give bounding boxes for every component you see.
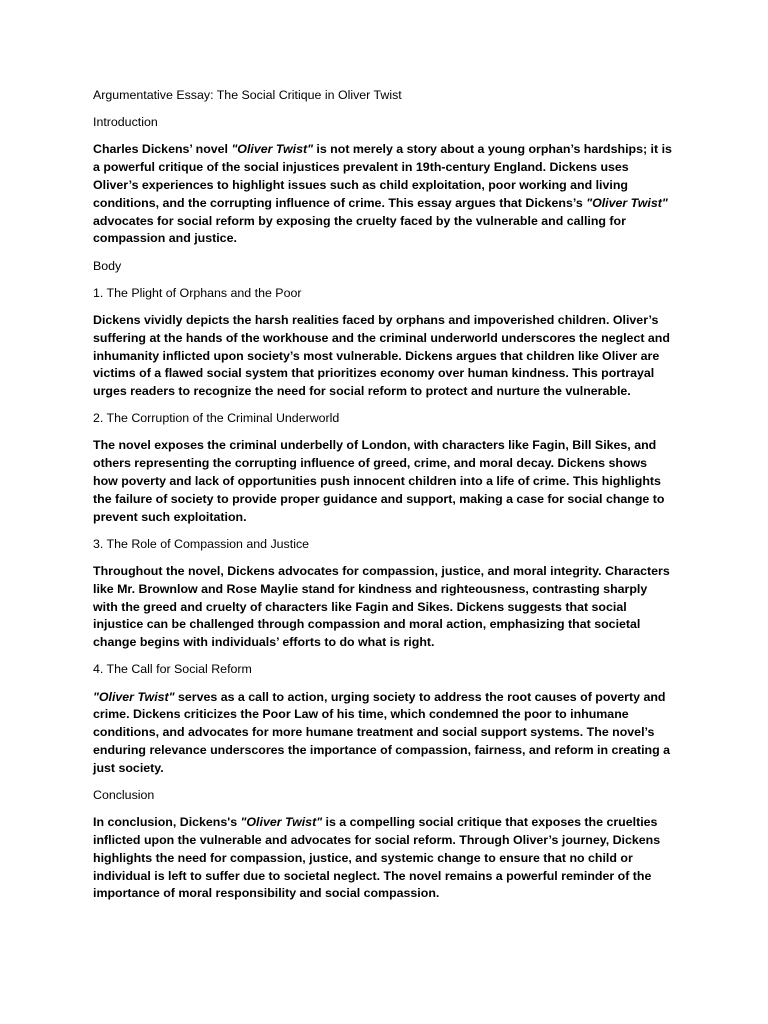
- paragraph-text-run: In conclusion, Dickens's: [93, 815, 241, 830]
- conclusion-heading: Conclusion: [93, 787, 155, 802]
- section-3-paragraph: [93, 563, 675, 652]
- paragraph-text-run: is a compelling social critique that exposes the cruelties inflicted upon the vulnerable and advocates for social reform. Through Oliver’s journey, Dickens highlights the need for compassion, justice, and systemic change to ensure that no child or individual is left to suffer due to societal neglect. The novel remains a powerful reminder of the importance of moral responsibility and social compassion.: [93, 815, 661, 901]
- section-1-paragraph: [93, 312, 675, 401]
- paragraph-text-run: The novel exposes the criminal underbelly of London, with characters like Fagin, Bill Sikes, and others representing the corrupting influence of greed, crime, and moral decay. Dickens shows how poverty and lack of opportunities push innocent children into a life of crime. This highlights the failure of society to provide proper guidance and support, making a case for social change to prevent such exploitation.: [93, 438, 665, 524]
- section-1-heading: 1. The Plight of Orphans and the Poor: [93, 285, 302, 300]
- essay-content: [93, 87, 675, 913]
- document-title: Argumentative Essay: The Social Critique in Oliver Twist: [93, 88, 402, 102]
- introduction-paragraph: [93, 141, 675, 248]
- italic-title-run: "Oliver Twist": [240, 815, 323, 830]
- section-3-heading: 3. The Role of Compassion and Justice: [93, 536, 310, 551]
- section-4-paragraph: [93, 689, 675, 778]
- body-heading: Body: [93, 258, 122, 273]
- conclusion-paragraph: [93, 814, 675, 903]
- paragraph-text-run: advocates for social reform by exposing the cruelty faced by the vulnerable and calling for compassion and justice.: [93, 213, 626, 246]
- paragraph-text-run: Dickens vividly depicts the harsh realities faced by orphans and impoverished children. Oliver’s suffering at the hands of the workhouse and the criminal underworld underscores the neglect and inhumanity inflicted upon society’s most vulnerable. Dickens argues that children like Oliver are victims of a flawed social system that prioritizes economy over human kindness. This portrayal urges readers to recognize the need for social reform to protect and nurture the vulnerable.: [93, 312, 670, 399]
- paragraph-text-run: Charles Dickens’ novel: [93, 142, 232, 157]
- italic-title-run: "Oliver Twist": [586, 195, 668, 210]
- paragraph-text-run: Throughout the novel, Dickens advocates for compassion, justice, and moral integrity. Characters like Mr. Brownlow and Rose Maylie stand for kindness and righteousness, contrasting sharply with the greed and cruelty of characters like Fagin and Sikes. Dickens suggests that social injustice can be challenged through compassion and moral action, emphasizing that societal change begins with individuals’ efforts to do what is right.: [93, 564, 670, 650]
- section-2-heading: 2. The Corruption of the Criminal Underworld: [93, 411, 340, 426]
- italic-title-run: "Oliver Twist": [93, 689, 175, 704]
- paragraph-text-run: serves as a call to action, urging society to address the root causes of poverty and crime. Dickens criticizes the Poor Law of his time, which condemned the poor to inhumane conditions, and advocates for more humane treatment and social support systems. The novel’s enduring relevance underscores the importance of compassion, fairness, and reform in creating a just society.: [93, 689, 671, 775]
- section-4-heading: 4. The Call for Social Reform: [93, 662, 252, 677]
- introduction-heading: Introduction: [93, 115, 158, 130]
- paragraph-text-run: is not merely a story about a young orphan’s hardships; it is a powerful critique of the social injustices prevalent in 19th-century England. Dickens uses Oliver’s experiences to highlight issues such as child exploitation, poor working and living conditions, and the corrupting influence of crime. This essay argues that Dickens’s: [93, 142, 672, 210]
- italic-title-run: "Oliver Twist": [231, 142, 313, 157]
- section-2-paragraph: [93, 437, 675, 526]
